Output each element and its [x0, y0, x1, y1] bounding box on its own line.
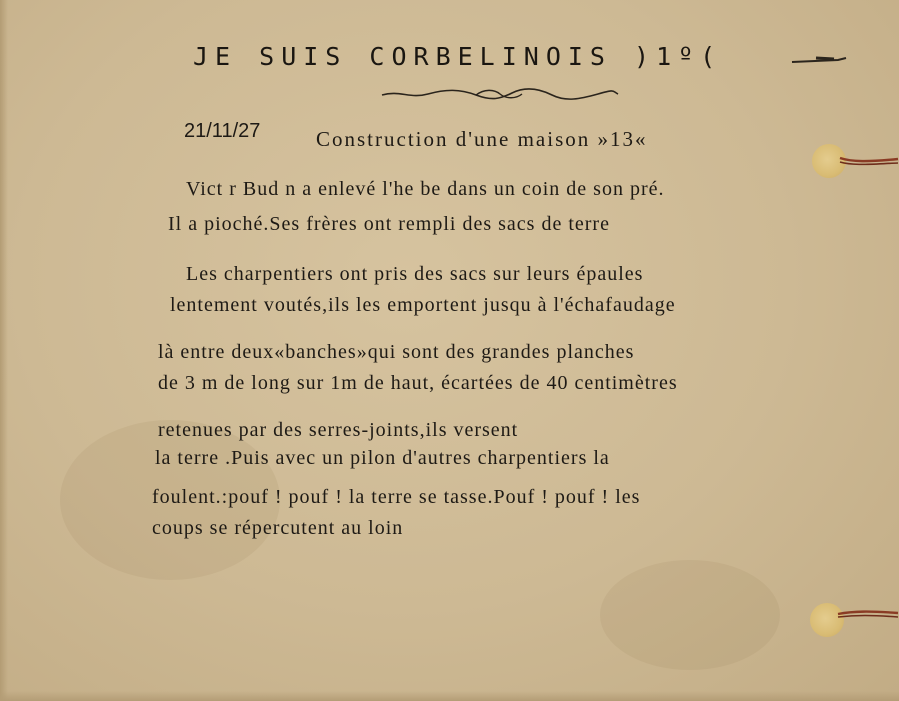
entry-heading: Construction d'une maison »13« [316, 127, 648, 151]
page-title: JE SUIS CORBELINOIS )1º( [193, 42, 723, 71]
binding-thread [838, 150, 899, 174]
text-line: la terre .Puis avec un pilon d'autres charpentiers la [155, 447, 610, 469]
text-line: Les charpentiers ont pris des sacs sur leurs épaules [186, 263, 644, 285]
text-line: de 3 m de long sur 1m de haut, écartées de 40 centimètres [158, 372, 678, 394]
paper-stain [600, 560, 780, 670]
margin-pen-mark [790, 50, 850, 70]
text-line: foulent.:pouf ! pouf ! la terre se tasse.Pouf ! pouf ! les [152, 486, 641, 508]
binding-thread [836, 602, 899, 626]
text-line: là entre deux«banches»qui sont des grandes planches [158, 341, 635, 363]
text-line: coups se répercutent au loin [152, 517, 404, 539]
text-line: retenues par des serres-joints,ils versent [158, 419, 519, 441]
page-edge-shadow [0, 0, 8, 701]
text-line: lentement voutés,ils les emportent jusqu à l'échafaudage [170, 294, 676, 316]
entry-date: 21/11/27 [184, 120, 261, 142]
text-line: Il a pioché.Ses frères ont rempli des sacs de terre [168, 213, 610, 235]
text-line: Vict r Bud n a enlevé l'he be dans un coin de son pré. [186, 178, 665, 200]
ornament-flourish [380, 86, 620, 102]
page-edge-shadow [0, 691, 899, 701]
